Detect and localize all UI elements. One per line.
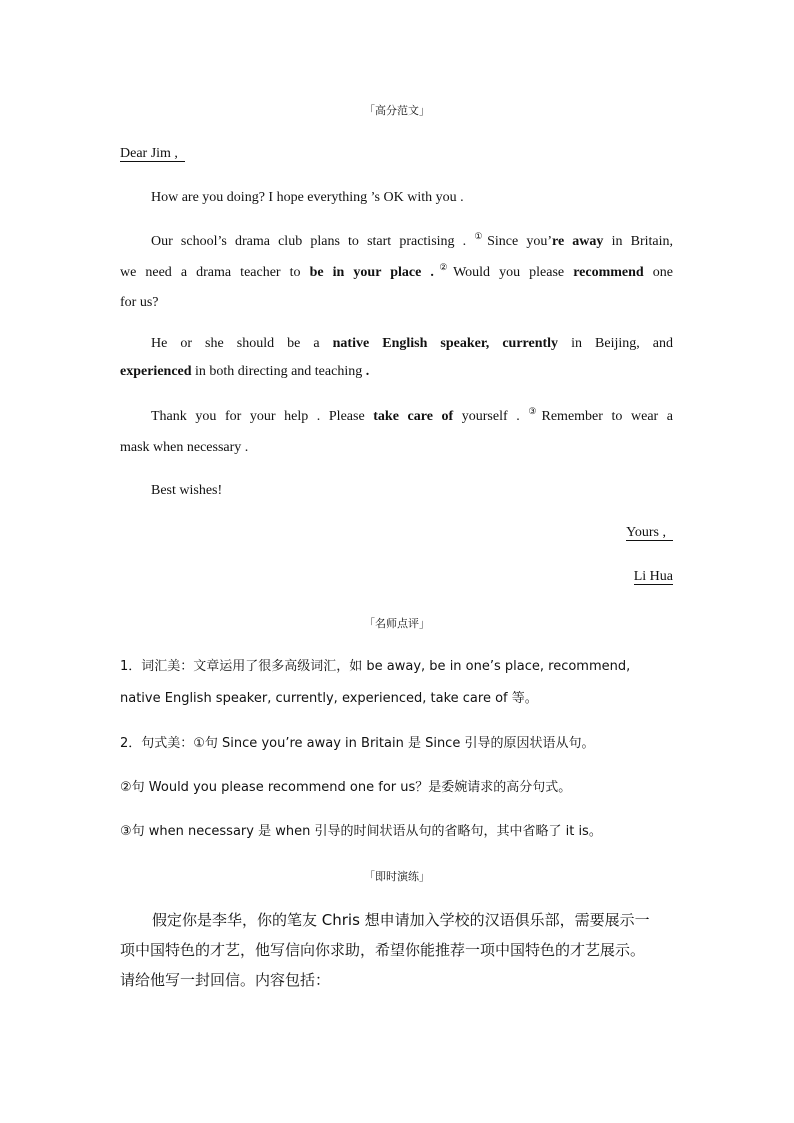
- circled-number-3: ③: [528, 406, 542, 416]
- letter-paragraph-3-line-1: He or she should be a native English speaker, currently in Beijing, and: [151, 336, 673, 351]
- letter-signature: Li Hua: [633, 569, 673, 584]
- section-header-practice: 「即时演练」: [364, 870, 430, 883]
- letter-salutation: Dear Jim ,: [120, 146, 185, 162]
- letter-paragraph-5: Best wishes!: [151, 483, 223, 498]
- letter-paragraph-3-line-2: experienced in both directing and teaching .: [120, 364, 370, 379]
- letter-paragraph-1: How are you doing? I hope everything ’s OK with you .: [151, 190, 464, 205]
- letter-paragraph-4-line-2: mask when necessary .: [120, 440, 249, 455]
- section-header-model: 「高分范文」: [364, 104, 430, 117]
- comment-line-1: 1．词汇美：文章运用了很多高级词汇，如 be away, be in one’s place, recommend,: [120, 659, 631, 674]
- letter-paragraph-4-line-1: Thank you for your help . Please take care of yourself . ③Remember to wear a: [151, 406, 673, 424]
- comment-line-2: native English speaker, currently, experienced, take care of 等。: [120, 691, 538, 706]
- letter-paragraph-2-line-1: Our school’s drama club plans to start practising . ①Since you’re away in Britain,: [151, 231, 673, 249]
- practice-line-3: 请给他写一封回信。内容包括：: [120, 971, 331, 989]
- comment-line-4: ②句 Would you please recommend one for us？是委婉请求的高分句式。: [120, 780, 572, 795]
- practice-line-1: 假定你是李华，你的笔友 Chris 想申请加入学校的汉语俱乐部，需要展示一: [152, 911, 650, 929]
- circled-number-2: ②: [433, 262, 454, 272]
- letter-paragraph-2-line-3: for us?: [120, 295, 159, 310]
- comment-line-5: ③句 when necessary 是 when 引导的时间状语从句的省略句，其中省略了 it is。: [120, 824, 602, 839]
- comment-line-3: 2．句式美：①句 Since you’re away in Britain 是 Since 引导的原因状语从句。: [120, 736, 595, 751]
- practice-line-2: 项中国特色的才艺，他写信向你求助，希望你能推荐一项中国特色的才艺展示。: [120, 941, 646, 959]
- letter-paragraph-2-line-2: we need a drama teacher to be in your place .②Would you please recommend one: [120, 262, 673, 280]
- letter-closing: Yours ,: [626, 525, 673, 541]
- section-header-comment: 「名师点评」: [364, 617, 430, 630]
- circled-number-1: ①: [474, 231, 488, 241]
